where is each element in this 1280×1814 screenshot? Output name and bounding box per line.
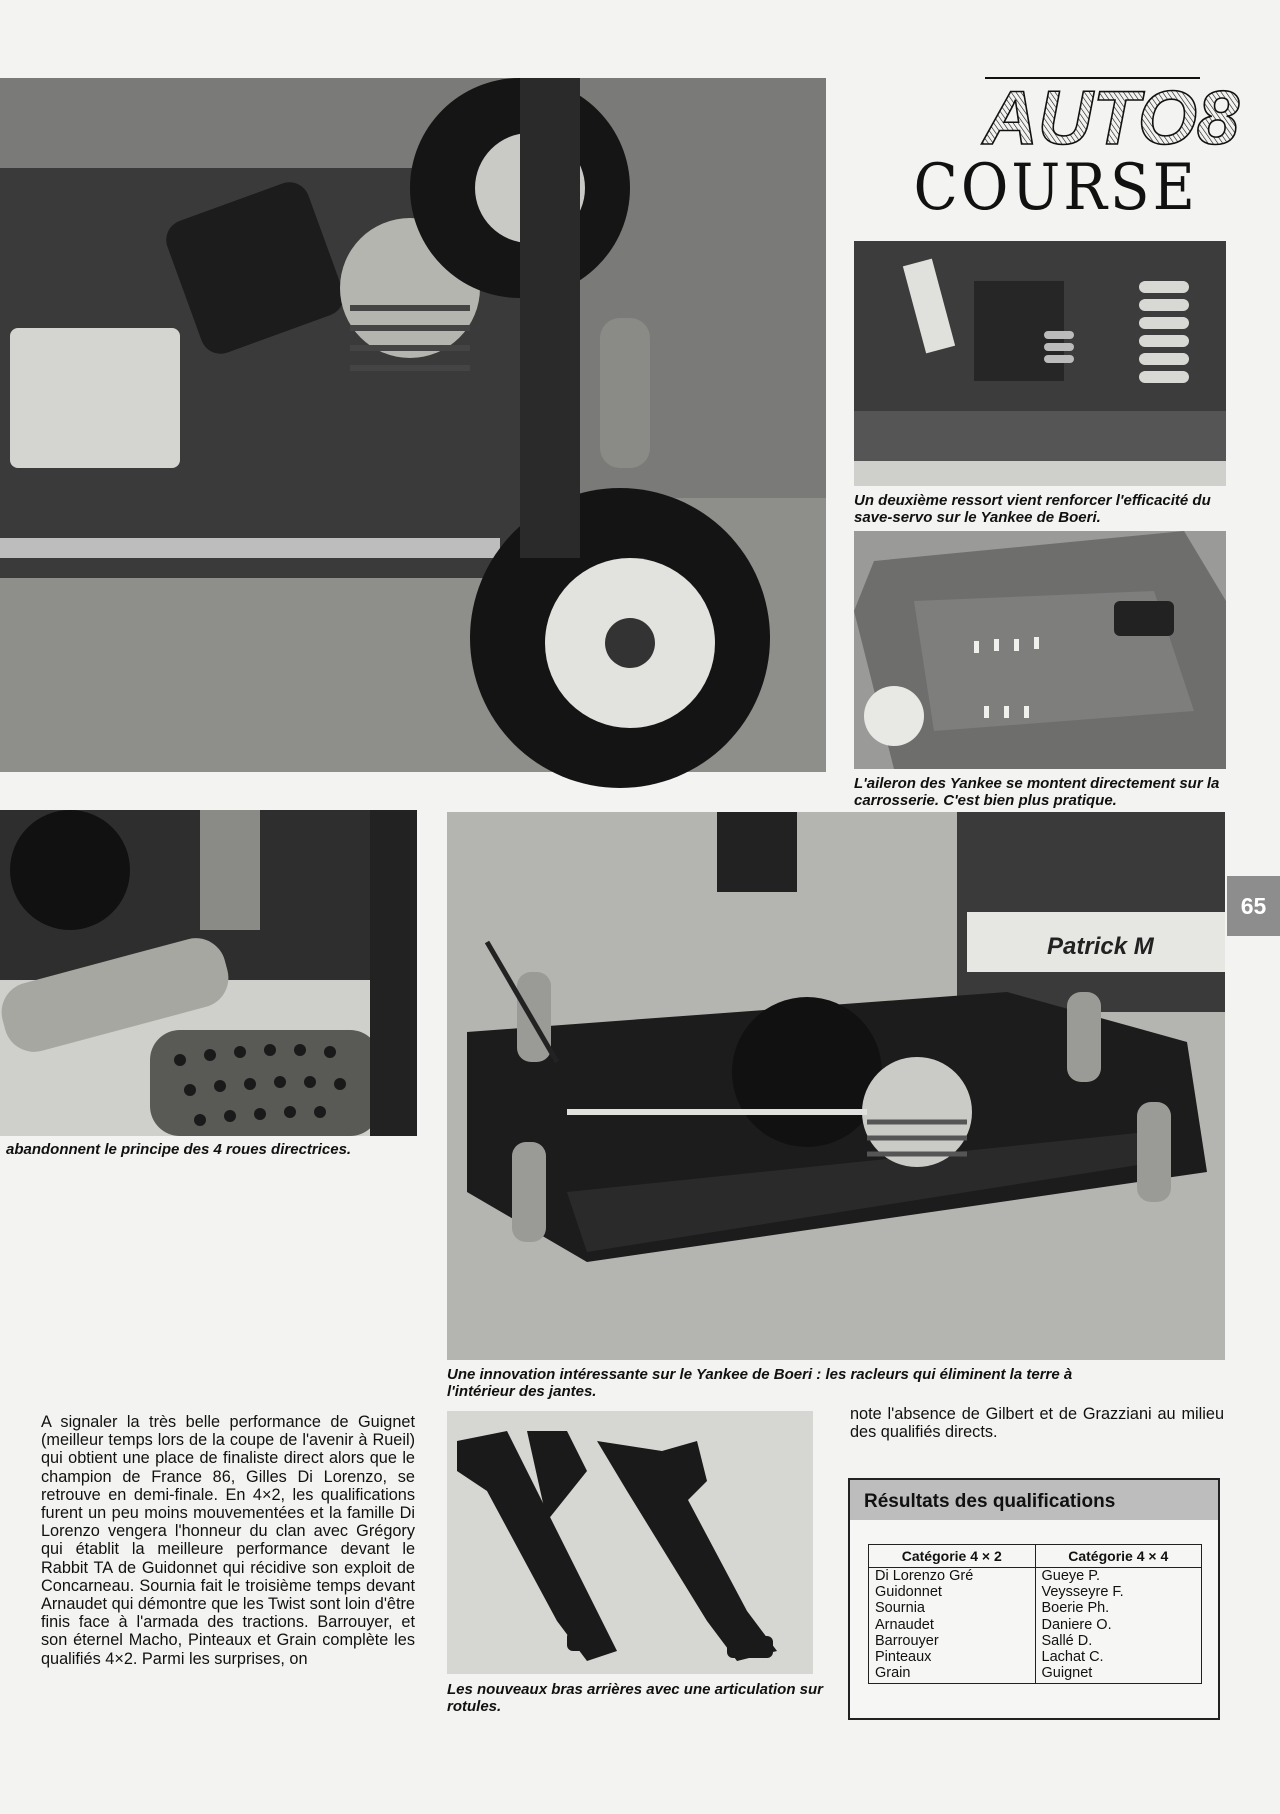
photo-save-servo-spring [854,241,1226,486]
section-title: COURSE [913,149,1198,225]
result-4x4-1: Gueye P. [1035,1568,1202,1585]
results-header-4x4: Catégorie 4 × 4 [1035,1545,1202,1568]
result-4x2-7: Grain [869,1665,1036,1684]
results-table [868,1544,1202,1684]
table-row [869,1633,1202,1649]
magazine-logo [913,76,1240,225]
result-4x2-2: Guidonnet [869,1584,1036,1600]
table-row [869,1665,1202,1684]
result-4x2-3: Sournia [869,1600,1036,1616]
result-4x2-6: Pinteaux [869,1649,1036,1665]
result-4x4-2: Veysseyre F. [1035,1584,1202,1600]
caption-innovation: Une innovation intéressante sur le Yankee de Boeri : les racleurs qui éliminent la terre à l'intérieur des jantes. [447,1366,1073,1400]
table-row [869,1617,1202,1633]
result-4x4-3: Boerie Ph. [1035,1600,1202,1616]
result-4x2-4: Arnaudet [869,1617,1036,1633]
article-column-3: note l'absence de Gilbert et de Grazziani au milieu des qualifiés directs. [850,1405,1224,1442]
result-4x4-6: Lachat C. [1035,1649,1202,1665]
result-4x4-4: Daniere O. [1035,1617,1202,1633]
results-title: Résultats des qualifications [850,1480,1218,1520]
results-header-4x2: Catégorie 4 × 2 [869,1545,1036,1568]
photo-rear-arms [447,1411,813,1674]
caption-spring: Un deuxième ressort vient renforcer l'efficacité du save-servo sur le Yankee de Boeri. [854,492,1211,526]
table-row [869,1584,1202,1600]
caption-aileron: L'aileron des Yankee se montent directement sur la carrosserie. C'est bien plus pratique. [854,775,1220,809]
article-column-1: A signaler la très belle performance de Guignet (meilleur temps lors de la coupe de l'avenir à Rueil) qui obtient une place de finaliste direct alors que le champion de France 86, Gilles Di Lorenzo, se retrouve en demi-finale. En 4×2, les qualifications furent un peu moins mouvementées et la famille Di Lorenzo vengera l'honneur du clan avec Grégory qui établit la meilleure performance devant le Rabbit TA de Guidonnet qui récidive son exploit de Concarneau. Sournia fait le troisième temps devant Arnaudet qui démontre que les Twist sont loin d'être finis face à l'armada des tractions. Barrouyer, et son éternel Macho, Pinteaux et Grain complète les qualifiés 4×2. Parmi les surprises, on [41,1413,415,1668]
table-row [869,1649,1202,1665]
result-4x2-1: Di Lorenzo Gré [869,1568,1036,1585]
photo-yankee-chassis [447,812,1225,1360]
result-4x4-5: Sallé D. [1035,1633,1202,1649]
table-row [869,1600,1202,1616]
caption-bras: Les nouveaux bras arrières avec une articulation sur rotules. [447,1681,823,1715]
auto8-logo-mark [975,76,1240,161]
results-box [848,1478,1220,1720]
table-row [869,1568,1202,1585]
page-number-tab: 65 [1227,876,1280,936]
caption-directrices: abandonnent le principe des 4 roues directrices. [6,1141,352,1158]
photo-sponsor-text: Patrick M [1047,933,1154,960]
result-4x4-7: Guignet [1035,1665,1202,1684]
photo-aileron [854,531,1226,769]
photo-chassis-engine [0,78,826,772]
photo-spiked-wheel [0,810,417,1136]
result-4x2-5: Barrouyer [869,1633,1036,1649]
logo-auto-text: AUTO8 [983,76,1240,161]
